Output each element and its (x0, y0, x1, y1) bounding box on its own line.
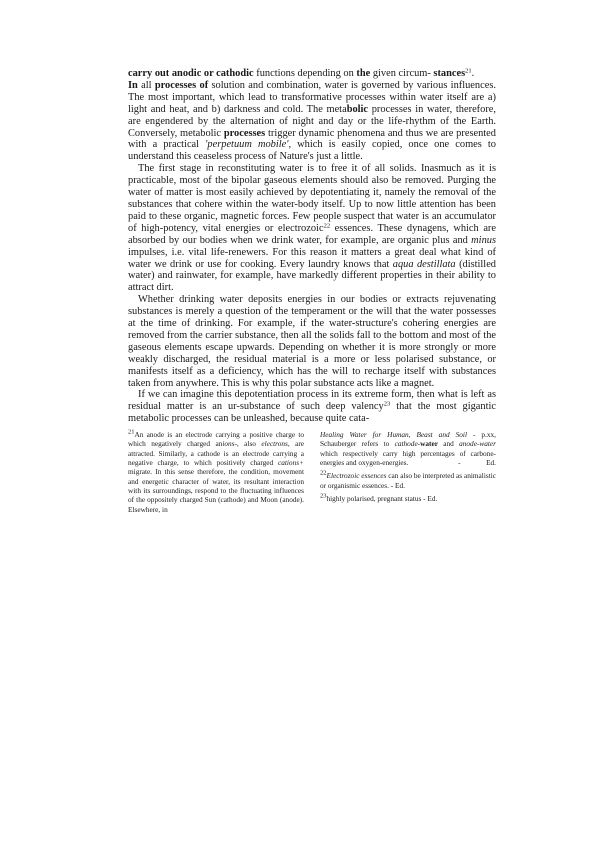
paragraph-drinking-water (128, 294, 496, 389)
separator: - (458, 458, 461, 468)
page-content (128, 68, 496, 518)
footnote-column-left (128, 430, 304, 518)
footnote-ref-21: 21 (465, 67, 472, 75)
text-run: given circum- (370, 68, 434, 79)
paragraph-continuation: carry out anodic or cathodic functions depending on the given circum- stances$^{21}$. (128, 67, 475, 79)
footnote-number: 23 (320, 492, 327, 500)
italic-phrase: aqua destillata (392, 258, 456, 270)
footnote-21-continued (320, 430, 496, 467)
bold-word: In (128, 79, 138, 91)
italic-word: anode-water (459, 439, 496, 449)
footnote-ref-22: 22 (323, 222, 331, 230)
bold-word: bolic (346, 103, 369, 115)
text-run: all (137, 79, 155, 91)
text-run: The first stage in reconstituting water is to free it of all solids. Inasmuch as it is practicable, most of the bipolar gaseous elements should also be removed. Purging the water of matter is most easily achieved by depotentiating it, namely the removal of the substances that cohere within the water-body itself. Up to now little attention has been paid to these organic, magnetic forces. Few people suspect that water is an accumulator of high-potency, vital energies or electrozoic (128, 163, 496, 234)
footnote-column-right (320, 430, 496, 518)
bold-phrase: processes of (154, 79, 209, 91)
editor-note (458, 458, 496, 467)
text-run: highly polarised, pregnant status - Ed. (326, 493, 438, 503)
bold-word: stances (433, 68, 466, 79)
text-run: solution and combination, water is governed by various influences. The most important, which lead to transformative processes within water itself are a) light and heat, and b) darkness and cold. The meta (128, 79, 496, 115)
text-run: migrate. In this sense therefore, the condition, movement and energetic character of water, its resultant interaction with its surroundings, respond to the fluctuating influences of the oppositely charged Sun (cathode) and Moon (anode). Elsewhere, in (128, 467, 304, 514)
text-run: (distilled water) and rainwater, for example, have markedly different properties in their ability to attract dirt. (128, 258, 497, 294)
text-run: and (437, 439, 460, 449)
text-run: impulses, i.e. vital life-renewers. For this reason it matters a great deal what kind of water we drink or use for cooking. Every laundry knows that (128, 246, 496, 270)
text-run: functions depending on (253, 68, 357, 79)
text-run: processes in water, therefore, are engendered by the alternation of night and day or the life-rhythm of the Earth. Conversely, metabolic (128, 103, 497, 139)
italic-word: ions (222, 439, 235, 449)
footnote-23 (320, 494, 496, 503)
italic-word: electrons (261, 439, 288, 449)
bold-word: processes (223, 127, 266, 139)
text-run: which is easily copied, once one comes to understand this ceaseless process of Nature's just a little. (128, 139, 496, 163)
text-run: - p.xx, Schauberger refers to (320, 430, 496, 449)
bold-word: water (420, 439, 438, 449)
text-run: An anode is an electrode carrying a positive charge to which negatively charged an (128, 430, 304, 449)
italic-word: cathode- (394, 439, 421, 449)
footnote-number: 22 (320, 469, 327, 477)
text-run: trigger dynamic phenomena and thus we are presented with a practical (128, 127, 496, 151)
footnote-number: 21 (128, 428, 135, 436)
main-text (128, 68, 496, 425)
footnote-21 (128, 430, 304, 514)
paragraph-processes (128, 80, 496, 163)
italic-word: cations+ (277, 458, 304, 468)
paragraph-reconstituting (128, 163, 496, 294)
italic-title: Healing Water for Human, Beast and Soil (320, 430, 467, 440)
paragraph-depotentiation (128, 389, 496, 425)
text-run: Whether drinking water deposits energies in our bodies or extracts rejuvenating substances is merely a question of the temperament or the will that the water possesses at the time of drinking. For example, if the water-structure's cohering energies are removed from the carrier substance, then all the solids fall to the bottom and most of the gaseous elements escape upwards. Depending on whether it is more strongly or more weakly discharged, the residual material is a more or less polarised substance, or manifests itself as a deficiency, which has the will to recharge itself with substances taken from anywhere. This is why this polar substance acts like a magnet. (128, 294, 496, 389)
text-run: -, also (234, 439, 262, 449)
footnote-ref-23: 23 (383, 400, 391, 408)
italic-word: minus (471, 234, 496, 246)
bold-lead-phrase: carry out anodic or cathodic (128, 68, 254, 79)
text-run: can also be interpreted as animalistic or organismic essences. - Ed. (320, 471, 496, 490)
italic-term: Electrozoic essences (326, 471, 387, 481)
text-run: essences. These dynagens, which are absorbed by our bodies when we drink water, for example, are organic plus and (128, 222, 497, 246)
footnotes (128, 430, 496, 518)
text-run: If we can imagine this depotentiation process in its extreme form, then what is left as residual matter is an ur-substance of such deep valency (128, 389, 496, 413)
italic-phrase: 'perpetuum mobile', (205, 139, 292, 151)
text-run: , are attracted. Similarly, a cathode is an electrode carrying a negative charge, to which positively charged (128, 439, 304, 468)
footnote-22 (320, 471, 496, 490)
text-run: which respectively carry high percentages of carbone-energies and oxygen-energies. (320, 448, 496, 468)
text-run: that the most gigantic metabolic processes can be unleashed, because quite cata- (128, 401, 496, 425)
editor-mark: Ed. (486, 458, 496, 468)
bold-word: the (356, 68, 371, 79)
